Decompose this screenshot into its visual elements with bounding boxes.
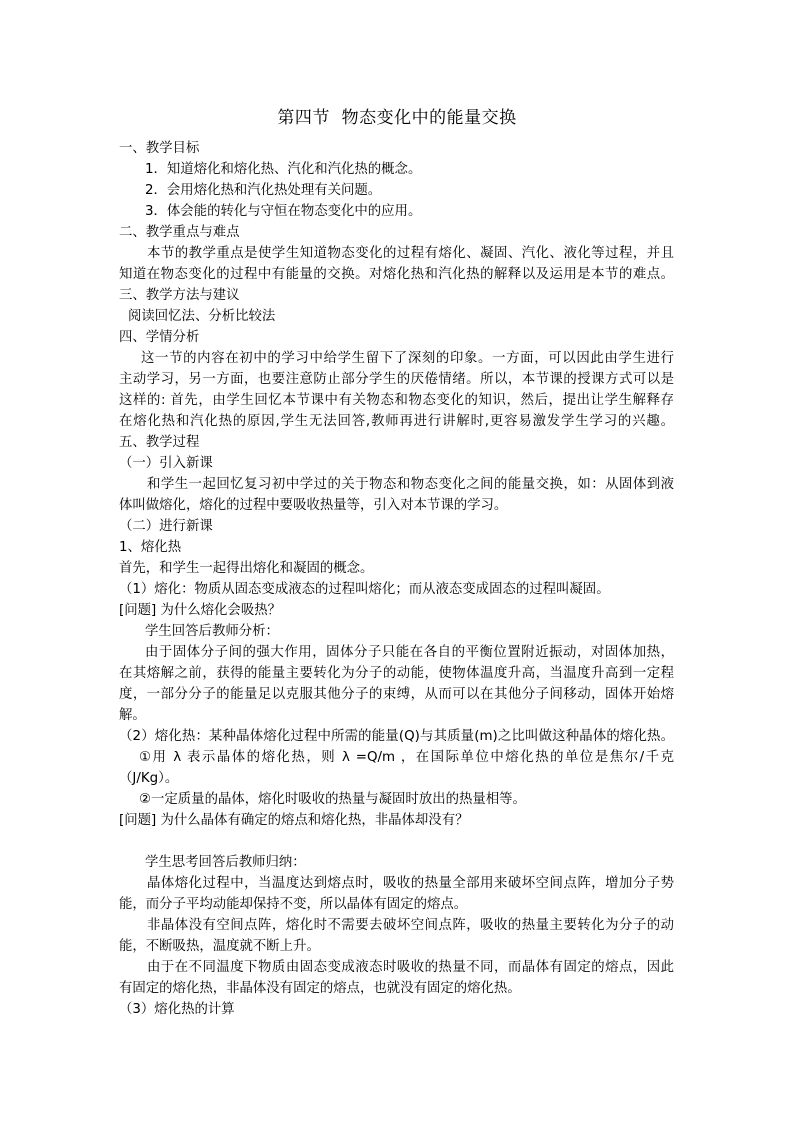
paragraph-line: 在熔化热和汽化热的原因,学生无法回答,教师再进行讲解时,更容易激发学生学习的兴趣。 — [119, 414, 674, 429]
question-line: [问题] 为什么熔化会吸热？ — [119, 603, 282, 618]
paragraph-line: 这样的: 首先，由学生回忆本节课中有关物态和物态变化的知识，然后，提出让学生解释存 — [119, 393, 674, 408]
paragraph-line: 非晶体没有空间点阵，熔化时不需要去破坏空间点阵，吸收的热量主要转化为分子的动 — [147, 918, 674, 933]
paragraph-line: 晶体熔化过程中，当温度达到熔点时，吸收的热量全部用来破坏空间点阵，增加分子势 — [147, 876, 674, 891]
paragraph-line: 主动学习，另一方面，也要注意防止部分学生的厌倦情绪。所以，本节课的授课方式可以是 — [119, 372, 674, 387]
paragraph-line: 度，一部分分子的能量足以克服其他分子的束缚，从而可以在其他分子间移动，固体开始熔 — [119, 687, 674, 702]
paragraph-line: ②一定质量的晶体，熔化时吸收的热量与凝固时放出的热量相等。 — [139, 792, 526, 807]
formula-line: ①用 λ 表示晶体的熔化热，则 λ =Q/m ，在国际单位中熔化热的单位是焦尔/千克 — [139, 750, 674, 765]
paragraph-line: 体叫做熔化，熔化的过程中要吸收热量等，引入对本节课的学习。 — [119, 498, 508, 513]
paragraph-line: 能，而分子平均动能却保持不变，所以晶体有固定的熔点。 — [119, 897, 468, 912]
subheading-calculation: （3）熔化热的计算 — [119, 1002, 235, 1017]
objective-item: 2．会用熔化热和汽化热处理有关问题。 — [145, 183, 382, 198]
formula-line: （J/Kg）。 — [119, 771, 179, 786]
section-heading-process: 五、教学过程 — [119, 435, 200, 450]
paragraph-line: 能，不断吸热，温度就不断上升。 — [119, 939, 320, 954]
objective-item: 1．知道熔化和熔化热、汽化和汽化热的概念。 — [145, 162, 422, 177]
paragraph-line: 有固定的熔化热，非晶体没有固定的熔点，也就没有固定的熔化热。 — [119, 981, 521, 996]
paragraph-line: 和学生一起回忆复习初中学过的关于物态和物态变化之间的能量交换，如：从固体到液 — [147, 477, 674, 492]
page-title: 第四节 物态变化中的能量交换 — [277, 108, 517, 128]
subheading-intro: （一）引入新课 — [119, 456, 213, 471]
topic-heading: 1、熔化热 — [119, 540, 182, 555]
answer-intro: 学生回答后教师分析： — [145, 624, 279, 639]
paragraph-line: 本节的教学重点是使学生知道物态变化的过程有熔化、凝固、汽化、液化等过程，并且 — [147, 246, 674, 261]
paragraph-line: 解。 — [119, 708, 146, 723]
question-line: [问题] 为什么晶体有确定的熔点和熔化热，非晶体却没有？ — [119, 813, 469, 828]
section-heading-key-points: 二、教学重点与难点 — [119, 225, 240, 240]
section-heading-student-analysis: 四、学情分析 — [119, 330, 200, 345]
definition-line: （2）熔化热：某种晶体熔化过程中所需的能量(Q)与其质量(m)之比叫做这种晶体的熔化热。 — [119, 729, 674, 744]
paragraph-line: 由于在不同温度下物质由固态变成液态时吸收的热量不同，而晶体有固定的熔点，因此 — [147, 960, 674, 975]
answer-intro: 学生思考回答后教师归纳： — [145, 855, 306, 870]
paragraph-line: 在其熔解之前，获得的能量主要转化为分子的动能，使物体温度升高，当温度升高到一定程 — [119, 666, 674, 681]
paragraph-line: 这一节的内容在初中的学习中给学生留下了深刻的印象。一方面，可以因此由学生进行 — [141, 351, 674, 366]
methods-text: 阅读回忆法、分析比较法 — [128, 309, 276, 324]
paragraph-line: 知道在物态变化的过程中有能量的交换。对熔化热和汽化热的解释以及运用是本节的难点。 — [119, 267, 674, 282]
subheading-new-lesson: （二）进行新课 — [119, 519, 213, 534]
definition-line: （1）熔化：物质从固态变成液态的过程叫熔化；而从液态变成固态的过程叫凝固。 — [119, 582, 610, 597]
paragraph-line: 由于固体分子间的强大作用，固体分子只能在各自的平衡位置附近振动，对固体加热， — [145, 645, 674, 660]
paragraph-line: 首先，和学生一起得出熔化和凝固的概念。 — [119, 561, 374, 576]
section-heading-objectives: 一、教学目标 — [119, 141, 200, 156]
section-heading-methods: 三、教学方法与建议 — [119, 288, 240, 303]
objective-item: 3．体会能的转化与守恒在物态变化中的应用。 — [145, 204, 422, 219]
